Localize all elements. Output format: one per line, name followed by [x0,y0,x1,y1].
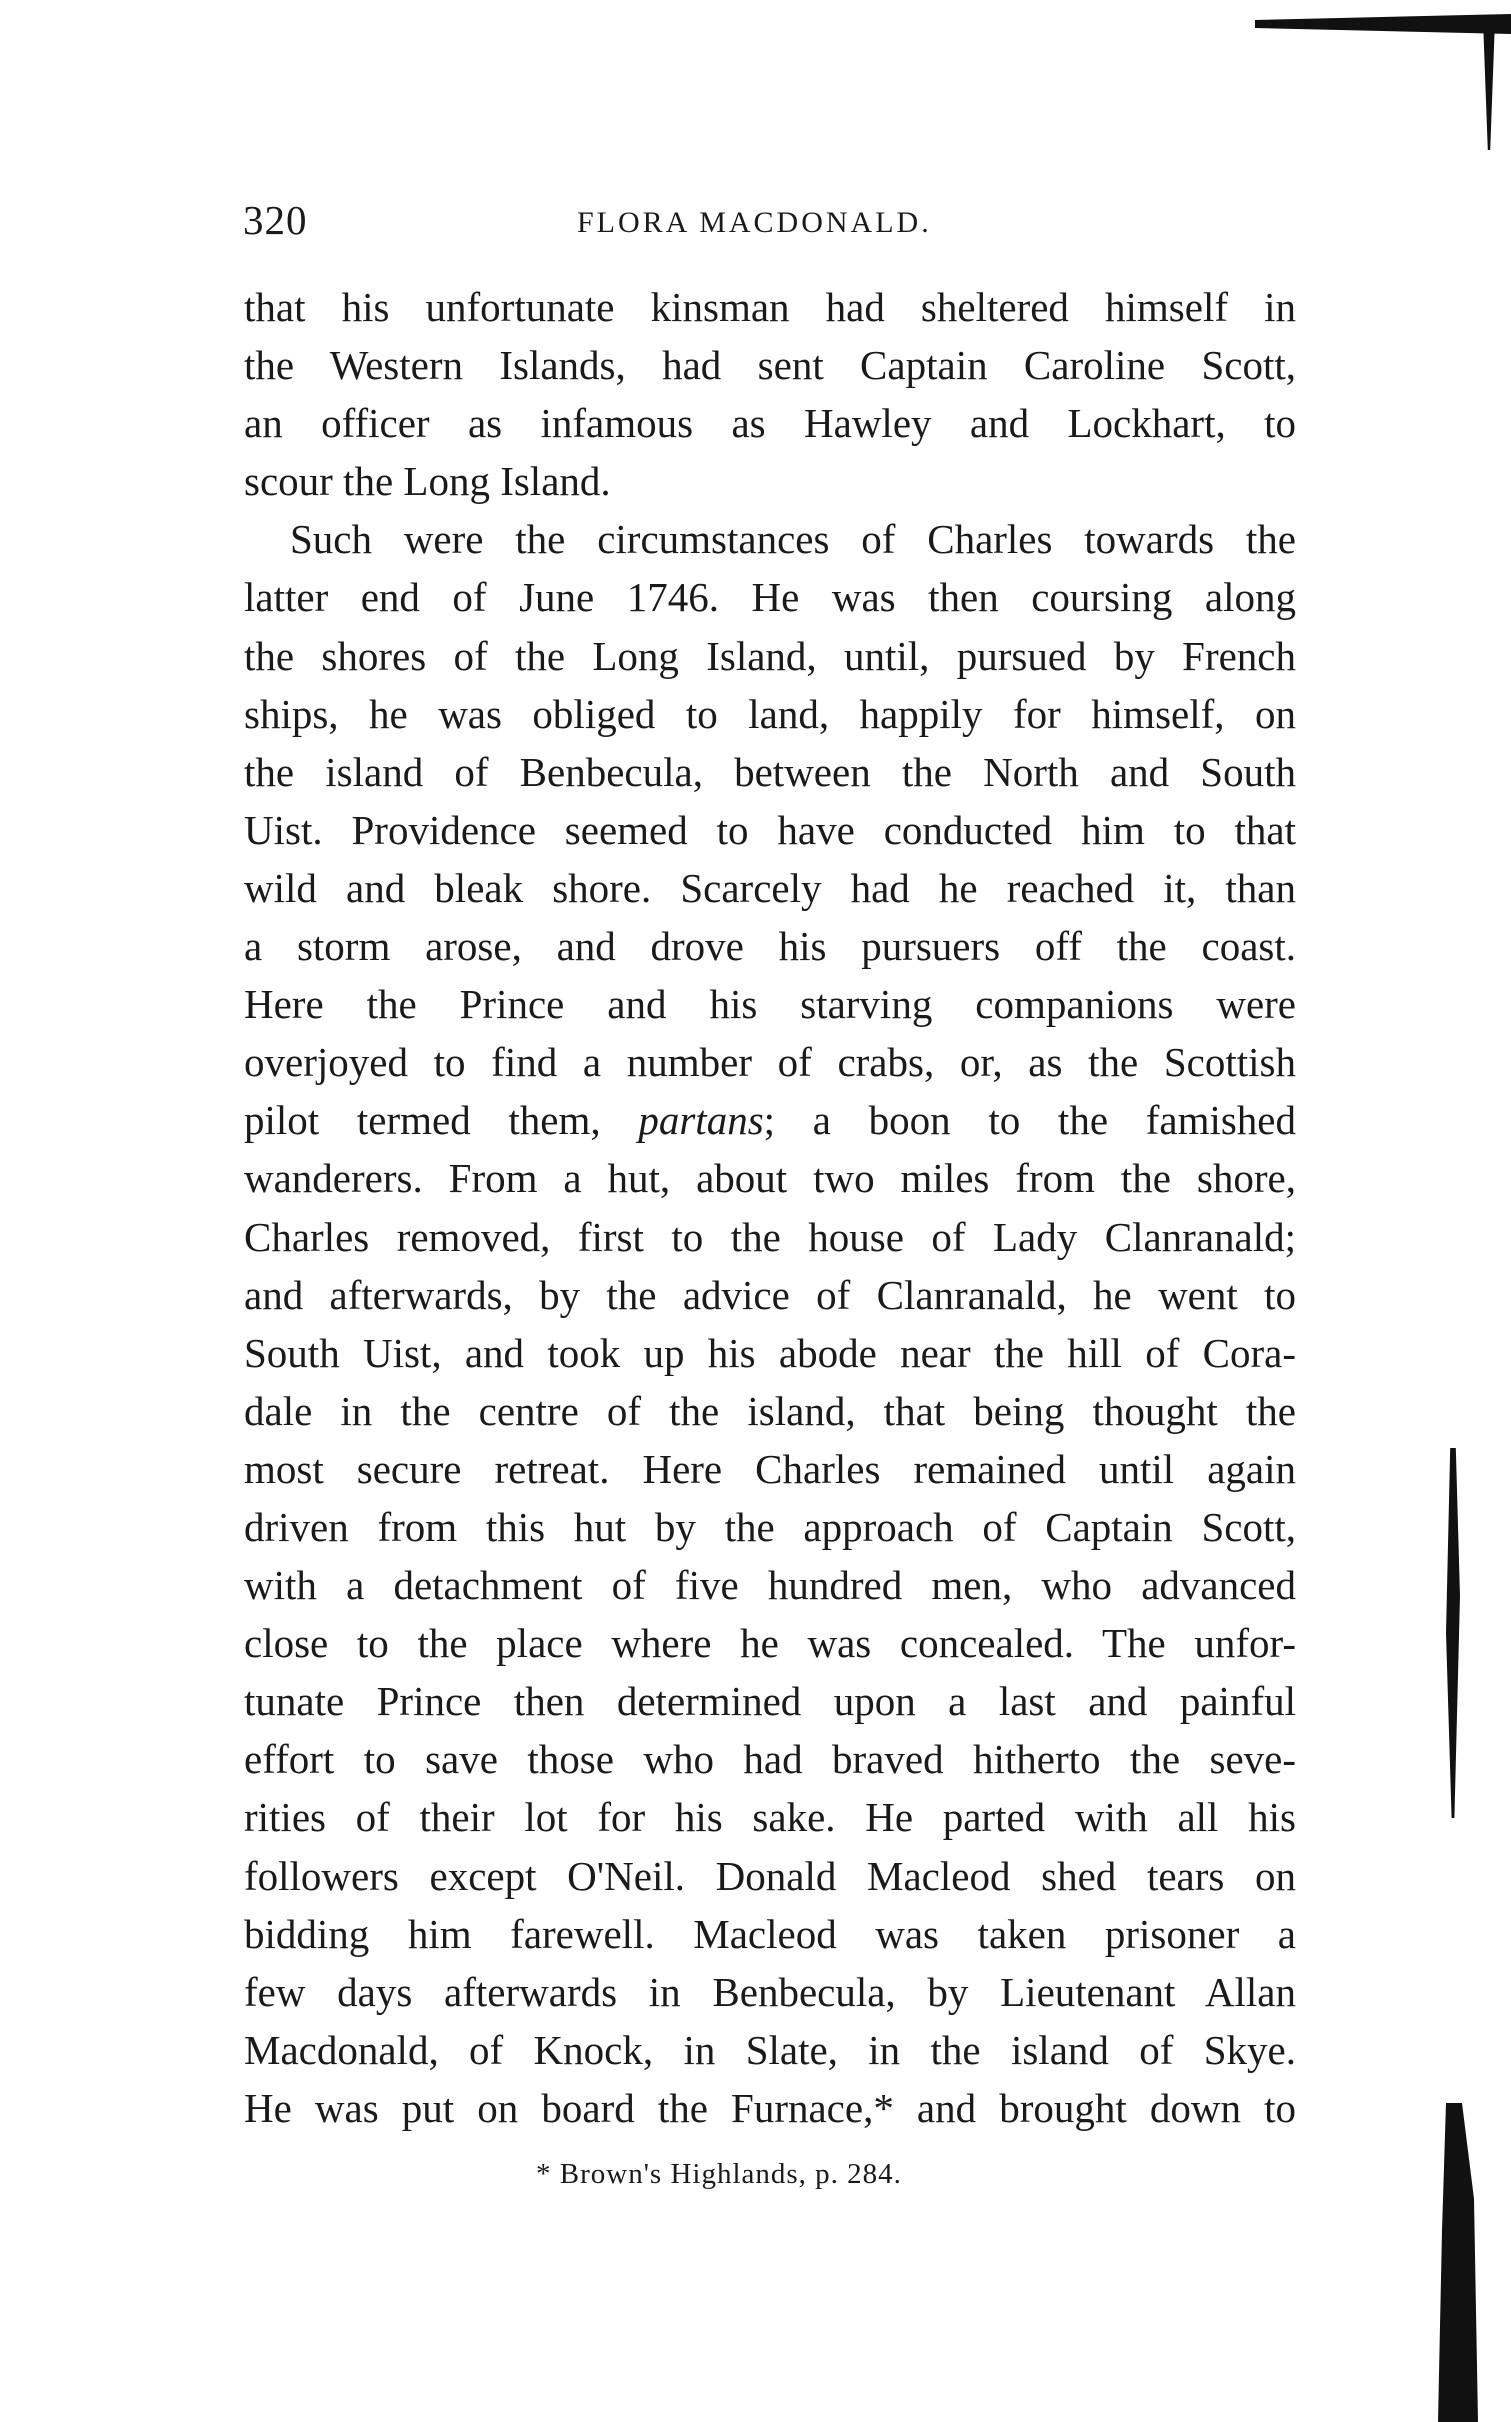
running-head: FLORA MACDONALD. [577,206,932,239]
text-line: Here the Prince and his starving companions were [244,981,1296,1028]
text-line: an officer as infamous as Hawley and Lockhart, to [244,400,1296,447]
text-line: followers except O'Neil. Donald Macleod shed tears on [244,1852,1296,1899]
text-line: wanderers. From a hut, about two miles from the shore, [244,1155,1296,1202]
text-line: that his unfortunate kinsman had sheltered himself in [244,284,1296,330]
text-line: close to the place where he was concealed. The unfor- [244,1620,1296,1667]
text-line: South Uist, and took up his abode near the hill of Cora- [244,1329,1296,1376]
text-line: tunate Prince then determined upon a last and painful [244,1678,1296,1725]
scan-edge-mark [1483,20,1495,150]
text-fragment: ; a boon to the famished [763,1097,1297,1144]
text-line: ships, he was obliged to land, happily for himself, on [244,690,1296,737]
footnote: * Brown's Highlands, p. 284. [536,2158,902,2190]
text-line: Macdonald, of Knock, in Slate, in the island of Skye. [244,2026,1296,2073]
text-line: and afterwards, by the advice of Clanranald, he went to [244,1271,1296,1318]
text-line: driven from this hut by the approach of Captain Scott, [244,1503,1296,1550]
text-line: few days afterwards in Benbecula, by Lieutenant Allan [244,1968,1296,2015]
page-header [243,196,1290,256]
text-line: effort to save those who had braved hitherto the seve- [244,1736,1296,1783]
scan-edge-mark [1255,14,1511,34]
body-text [244,278,1296,2137]
text-line: dale in the centre of the island, that being thought the [244,1387,1296,1434]
text-line-italic [244,1091,1296,1149]
text-fragment: pilot termed them, [244,1097,639,1144]
text-line: rities of their lot for his sake. He parted with all his [244,1794,1296,1841]
text-line: scour the Long Island. [244,458,611,505]
text-line: the island of Benbecula, between the North and South [244,748,1296,795]
scan-edge-mark [1438,2103,1478,2422]
text-line: with a detachment of five hundred men, who advanced [244,1562,1296,1609]
text-line: most secure retreat. Here Charles remained until again [244,1445,1296,1492]
text-line: a storm arose, and drove his pursuers off the coast. [244,923,1296,970]
text-line: wild and bleak shore. Scarcely had he reached it, than [244,864,1296,911]
text-line: the shores of the Long Island, until, pursued by French [244,632,1296,679]
text-line: Charles removed, first to the house of Lady Clanranald; [244,1213,1296,1260]
text-line: Such were the circumstances of Charles towards the [290,516,1296,563]
text-line: overjoyed to find a number of crabs, or, as the Scottish [244,1039,1296,1086]
scan-edge-mark [1446,1448,1460,1818]
text-line: Uist. Providence seemed to have conducted him to that [244,806,1296,853]
text-line: the Western Islands, had sent Captain Caroline Scott, [244,342,1296,389]
page-number: 320 [243,197,308,243]
text-line: latter end of June 1746. He was then coursing along [244,574,1296,621]
text-line: bidding him farewell. Macleod was taken prisoner a [244,1910,1296,1957]
italic-word: partans [638,1097,764,1144]
text-line: He was put on board the Furnace,* and brought down to [244,2084,1296,2131]
